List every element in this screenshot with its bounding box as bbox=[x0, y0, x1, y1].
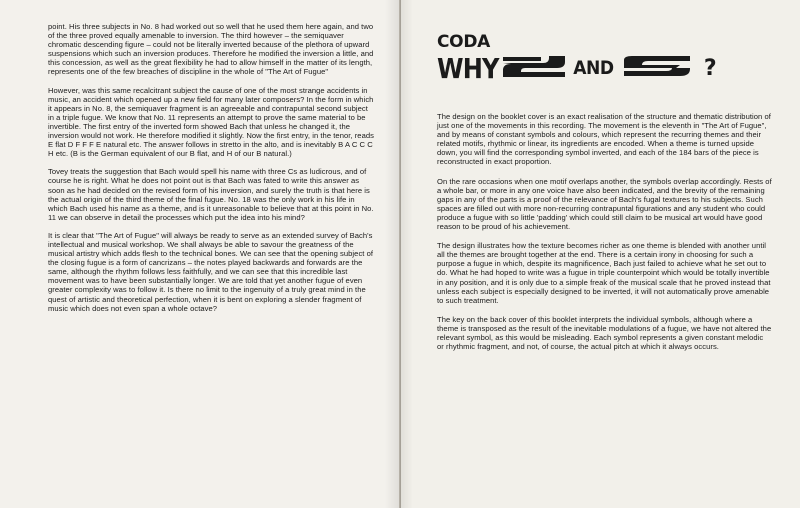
coda-heading bbox=[437, 34, 772, 90]
wave-symbol-z-icon bbox=[620, 54, 694, 82]
and-word: AND bbox=[573, 57, 614, 79]
coda-title: CODA bbox=[437, 32, 490, 52]
right-page bbox=[401, 0, 800, 508]
right-paragraph-3: The design illustrates how the texture becomes richer as one theme is blended with another until all the themes are brought together at the end. There is a certain irony in choosing for such a purpose a fugue in which, despite its magnificence, Bach just failed to achieve what he set out to do. What he had hoped to write was a fugue in triple counterpoint which would be totally invertible in any position, and it is only due to a simple freak of the musical scale that he proved instead that unless each subject is especially designed to be inverted, it will not automatically prove amenable to such treatment. bbox=[437, 241, 771, 305]
left-page-gutter-shadow bbox=[385, 0, 399, 508]
why-word: WHY bbox=[437, 51, 499, 85]
right-paragraph-1: The design on the booklet cover is an exact realisation of the structure and thematic distribution of just one of the movements in this recording. The movement is the eleventh in "The Art of Fugue", and by means of constant symbols and colours, which represent the recurring themes and their related motifs, rhythmic or linear, its ingredients are encoded. When a theme is turned upside down, you will find the corresponding symbol inverted, and each of the 184 bars of the piece is reconstructed in exact proportion. bbox=[437, 112, 771, 167]
left-paragraph-3: Tovey treats the suggestion that Bach would spell his name with three Cs as ludicrous, and of course he is right. What he does not point out is that Bach was fated to write this answer as soon as he had decided on the revised form of his inversion, and surely the truth is that here is the actual origin of the third theme of the final fugue. No. 18 was the only work in his life in which Bach used his name as a theme, and is it unreasonable to believe that at this point in No. 11 we can observe in detail the processes which put the idea into his mind? bbox=[48, 167, 374, 222]
wave-symbol-s-icon bbox=[501, 54, 567, 82]
left-paragraph-4: It is clear that "The Art of Fugue" will always be ready to serve as an extended survey of Bach's intellectual and musical workshop. We shall always be able to savour the greatness of the musical artistry which adds flesh to the technical bones. We can see that the opening subject of the closing fugue is a form of cancrizans – the notes played backwards and forwards are the same, although the rhythm follows less faithfully, and we can see that this incredible last movement was to have been substantially longer. We are told that yet another fugue of even greater complexity was to follow it. Is there no limit to the ingenuity of a truly great mind in the quest of artistic and theoretical perfection, when it is bent on exploring a slender fragment of music which does not even span a whole octave? bbox=[48, 230, 374, 313]
right-paragraph-2: On the rare occasions when one motif overlaps another, the symbols overlap accordingly. Rests of a whole bar, or more in any one voice have also been indicated, and the brevity of the remaining gaps in any of the parts is a proof of the relevance of Bach's fugal textures to his subjects. Such spaces are filled out with more non-recurring contrapuntal figurations and any student who could produce a fugue with so little 'padding' which could still claim to be musical art would have good reason to be proud of his achievement. bbox=[437, 176, 772, 232]
right-page-gutter-shadow bbox=[401, 0, 413, 508]
left-paragraph-2: However, was this same recalcitrant subject the cause of one of the most strange accidents in music, an accident which opened up a new field for many later composers? In the form in which it appears in No. 8, the semiquaver fragment is an agreeable and contrapuntal second subject in a triple fugue. We know that No. 11 represents an attempt to prove the same material to be invertible. The first entry of the inverted form showed Bach that unless he changed it, the inversion would not work. He therefore modified it slightly. Now the first entry, in the tenor, reads E flat D F F F E natural etc. The answer follows in stretto in the alto, and is inevitably B A C C C H etc. (B is the German equivalent of our B flat, and H of our B natural.) bbox=[48, 85, 374, 159]
left-page bbox=[0, 0, 399, 508]
right-paragraph-4: The key on the back cover of this booklet interprets the individual symbols, although where a theme is transposed as the result of the inevitable modulations of a fugue, we have not altered the relevant symbol, as this would be misleading. Each symbol represents a given constant melodic or rhythmic fragment, and not, of course, the actual pitch at which it always occurs. bbox=[437, 314, 772, 352]
left-paragraph-1: point. His three subjects in No. 8 had worked out so well that he used them here again, and two of the three proved equally amenable to inversion. The third however – the semiquaver chromatic descending figure – could not be literally inverted because of the plethora of upward suspensions which such an inversion produces. Therefore he modified the inversion a little, and this concession, as well as the great flexibility he had to allow himself in the matter of its length, represents one of the few breaches of discipline in the whole of "The Art of Fugue" bbox=[48, 22, 374, 77]
why-line bbox=[437, 53, 717, 83]
question-mark: ? bbox=[703, 55, 717, 81]
